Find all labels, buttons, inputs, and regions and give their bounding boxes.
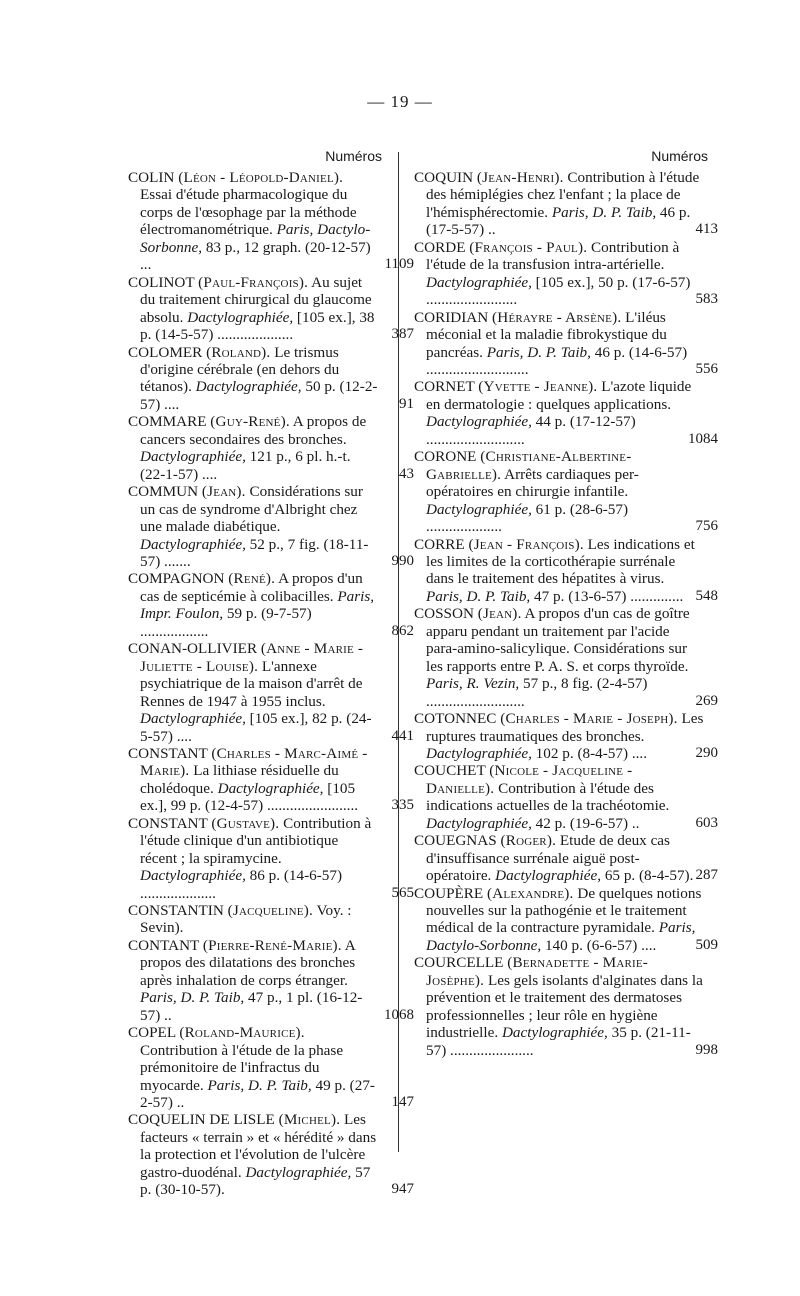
thesis-title: Contribution à l'étude de la transfusion intra-artérielle.: [426, 238, 680, 274]
author-surname: COUCHET: [414, 762, 486, 780]
entry-number: 290: [695, 744, 718, 761]
publication-details: [105 ex.], 38 p. (14-5-57) ....................: [140, 308, 375, 344]
publication-details: [105 ex.], 99 p. (12-4-57) ........................: [140, 779, 359, 815]
thesis-title: L'azote liquide en dermatologie : quelques applications.: [426, 378, 692, 413]
publication-details: 102 p. (8-4-57) ....: [535, 744, 648, 762]
numeros-header: Numéros: [325, 148, 382, 164]
thesis-entry: [128, 169, 414, 274]
thesis-entry: [414, 308, 718, 379]
thesis-title: A propos d'un cas de goître apparu pendant un traitement par l'acide para-amino-salicylique. Considérations sur les rapports entre P. A. S. et corps thyroïde.: [426, 605, 690, 675]
author-surname: CONSTANTIN: [128, 902, 224, 920]
author-surname: COTONNEC: [414, 710, 497, 728]
publisher: Dactylographiée,: [140, 448, 246, 466]
author-given-names: (Léon - Léopold-Daniel).: [178, 169, 344, 186]
author-given-names: (Michel).: [278, 1111, 341, 1129]
thesis-entry: [128, 343, 414, 414]
author-surname: CORNET: [414, 378, 475, 396]
author-surname: CONTANT: [128, 936, 200, 954]
thesis-entry: [414, 884, 718, 955]
thesis-entry: [128, 570, 414, 640]
column-divider: [398, 152, 399, 1152]
thesis-entry: [128, 814, 414, 902]
publisher: Dactylographiée,: [426, 814, 532, 832]
author-surname: CORONE: [414, 448, 477, 466]
entry-number: 43: [399, 465, 414, 482]
publisher: Dactylographiée,: [140, 535, 246, 553]
thesis-entry: [128, 936, 414, 1024]
author-surname: CORDE: [414, 238, 466, 256]
thesis-entry: [414, 535, 718, 606]
publication-details: 46 p. (14-6-57) ...........................: [426, 343, 688, 378]
publication-details: 49 p. (27-2-57) ..: [140, 1076, 375, 1112]
publisher: Dactylographiée,: [217, 779, 324, 797]
author-given-names: (Roland).: [206, 343, 271, 361]
thesis-title: Les facteurs « terrain » et « hérédité » dans la protection et l'évolution de l'ulcère gastro-duodénal.: [140, 1111, 377, 1181]
entries-list: [128, 169, 414, 1199]
publisher: Dactylographiée,: [501, 1024, 608, 1042]
thesis-title: Voy. : Sevin).: [140, 902, 352, 937]
publication-details: [105 ex.], 50 p. (17-6-57) ........................: [426, 273, 691, 309]
publisher: Dactylographiée,: [495, 867, 602, 885]
thesis-entry: [414, 605, 718, 710]
author-given-names: (Anne - Marie - Juliette - Louise).: [140, 640, 364, 675]
thesis-entry: [128, 640, 414, 745]
publication-details: 35 p. (21-11-57) ......................: [426, 1024, 691, 1059]
author-surname: COLOMER: [128, 343, 203, 361]
publisher: Dactylographiée,: [195, 378, 302, 396]
author-surname: COMMARE: [128, 413, 207, 431]
publication-details: 83 p., 12 graph. (20-12-57) ...: [140, 238, 371, 274]
author-given-names: (Gustave).: [211, 814, 280, 832]
thesis-title: Les ruptures traumatiques des bronches.: [426, 710, 704, 745]
thesis-entry: [414, 710, 718, 762]
publication-details: 57 p., 8 fig. (2-4-57) ..........................: [426, 675, 648, 710]
publisher: Dactylographiée,: [187, 308, 294, 326]
thesis-entry: [414, 832, 718, 885]
author-given-names: (Charles - Marc-Aimé - Marie).: [140, 744, 368, 780]
entry-number: 548: [695, 587, 718, 604]
publisher: Paris, D. P. Taib,: [140, 989, 245, 1007]
thesis-entry: [128, 413, 414, 483]
author-surname: COMMUN: [128, 483, 199, 501]
entry-number: 441: [391, 727, 414, 744]
author-surname: COUEGNAS: [414, 832, 497, 850]
publisher: Paris, D. P. Taib,: [207, 1076, 312, 1094]
publisher: Dactylographiée,: [426, 413, 532, 431]
author-given-names: (Nicole - Jacqueline - Danielle).: [426, 762, 633, 797]
author-surname: COMPAGNON: [128, 570, 225, 588]
entry-number: 1109: [384, 256, 414, 273]
entry-number: 509: [695, 936, 718, 953]
entry-number: 756: [695, 518, 718, 535]
entries-list: [414, 169, 718, 1059]
entry-number: 862: [391, 622, 414, 639]
entry-number: 603: [695, 814, 718, 831]
entry-number: 947: [391, 1181, 414, 1198]
publication-details: 61 p. (28-6-57) ....................: [426, 500, 629, 536]
thesis-title: L'iléus méconial et la maladie fibrokystique du pancréas.: [426, 308, 667, 361]
publisher: Paris, D. P. Taib,: [486, 343, 591, 361]
publisher: Paris, D. P. Taib,: [426, 587, 531, 605]
entry-number: 335: [391, 797, 414, 814]
thesis-entry: [128, 1024, 414, 1112]
entry-number: 1068: [384, 1006, 414, 1023]
publication-details: 47 p. (13-6-57) ..............: [534, 587, 684, 605]
author-given-names: (Jean - François).: [468, 535, 584, 553]
thesis-entry: [128, 1111, 414, 1199]
thesis-entry: [414, 169, 718, 239]
publisher: Dactylographiée,: [426, 744, 532, 762]
entry-number: 565: [391, 884, 414, 901]
author-surname: COLINOT: [128, 273, 195, 291]
entry-number: 269: [695, 692, 718, 709]
entry-number: 287: [695, 867, 718, 884]
page-number: — 19 —: [367, 92, 433, 111]
author-given-names: (Christiane-Albertine-Gabrielle).: [426, 448, 632, 483]
author-surname: COPEL: [128, 1024, 176, 1042]
publisher: Dactylographiée,: [140, 867, 246, 885]
author-given-names: (Jean-Henri).: [476, 169, 564, 186]
author-given-names: (Roger).: [500, 832, 557, 850]
thesis-entry: [414, 762, 718, 832]
thesis-title: Le trismus d'origine cérébrale (en dehors du tétanos).: [140, 343, 340, 396]
author-surname: CORIDIAN: [414, 308, 489, 326]
publisher: Dactylographiée,: [426, 273, 532, 291]
thesis-title: Contribution à l'étude des indications actuelles de la trachéotomie.: [426, 779, 670, 815]
entry-number: 387: [391, 326, 414, 343]
numeros-header: Numéros: [651, 148, 708, 164]
publisher: Dactylographiée,: [140, 710, 246, 728]
publication-details: 121 p., 6 pl. h.-t. (22-1-57) ....: [140, 448, 351, 483]
publisher: Paris, Impr. Foulon,: [140, 587, 375, 623]
author-given-names: (Pierre-René-Marie).: [202, 936, 342, 954]
publisher: Paris, Dactylo-Sorbonne,: [426, 919, 696, 954]
publication-details: 57 p. (30-10-57).: [140, 1163, 371, 1199]
publication-details: 86 p. (14-6-57) ....................: [140, 867, 343, 902]
thesis-entry: [414, 238, 718, 309]
author-surname: COUPÈRE: [414, 884, 484, 902]
left-column: [128, 148, 414, 1199]
thesis-title: L'annexe psychiatrique de la maison d'arrêt de Rennes de 1947 à 1955 inclus.: [140, 657, 363, 710]
publication-details: 47 p., 1 pl. (16-12-57) ..: [140, 989, 363, 1024]
author-given-names: (Roland-Maurice).: [179, 1024, 305, 1042]
entry-number: 990: [391, 552, 414, 569]
author-given-names: (Yvette - Jeanne).: [478, 378, 598, 396]
publication-details: 44 p. (17-12-57) ..........................: [426, 413, 636, 448]
author-given-names: (Alexandre).: [487, 884, 574, 902]
thesis-title: Contribution à l'étude clinique d'un antibiotique récent ; la spiramycine.: [140, 814, 372, 867]
author-given-names: (Bernadette - Marie-Josèphe).: [426, 954, 649, 989]
thesis-title: La lithiase résiduelle du cholédoque.: [140, 762, 339, 797]
thesis-title: A propos d'un cas de septicémie à colibacilles.: [140, 570, 363, 605]
publication-details: 59 p. (9-7-57) ..................: [140, 605, 312, 640]
publication-details: 42 p. (19-6-57) ..: [535, 814, 640, 832]
thesis-title: Considérations sur un cas de syndrome d'Albright chez une malade diabétique.: [140, 483, 363, 536]
entry-number: 583: [695, 291, 718, 308]
thesis-entry: [128, 483, 414, 570]
author-given-names: (Guy-René).: [210, 413, 290, 431]
author-surname: COQUIN: [414, 169, 474, 186]
author-given-names: (Jean).: [201, 483, 246, 501]
author-given-names: (Jacqueline).: [227, 902, 313, 920]
thesis-title: A propos des dilatations des bronches après inhalation de corps étranger.: [140, 936, 356, 989]
thesis-title: De quelques notions nouvelles sur la pathogénie et le traitement médical de la contracture pyramidale.: [426, 884, 702, 937]
entry-number: 556: [695, 360, 718, 377]
author-surname: COURCELLE: [414, 954, 504, 972]
publisher: Paris, Dactylo-Sorbonne,: [140, 221, 371, 256]
publisher: Paris, R. Vezin,: [426, 675, 520, 693]
entry-number: 998: [695, 1041, 718, 1058]
publication-details: 140 p. (6-6-57) ....: [544, 936, 657, 954]
author-surname: COLIN: [128, 169, 175, 186]
thesis-entry: [128, 744, 414, 815]
author-surname: CONSTANT: [128, 744, 208, 762]
publication-details: 52 p., 7 fig. (18-11-57) .......: [140, 535, 369, 570]
author-given-names: (Hérayre - Arsène).: [492, 308, 622, 326]
publication-details: 46 p. (17-5-57) ..: [426, 203, 691, 239]
thesis-entry: [128, 902, 382, 937]
author-surname: COSSON: [414, 605, 474, 623]
publication-details: 65 p. (8-4-57).: [604, 867, 694, 885]
entry-number: 91: [399, 395, 414, 412]
thesis-entry: [128, 273, 414, 344]
thesis-title: Les indications et les limites de la corticothérapie surrénale dans le traitement des hépatites à virus.: [426, 535, 695, 588]
entry-number: 1084: [688, 430, 718, 447]
thesis-title: Arrêts cardiaques per-opératoires en chirurgie infantile.: [426, 465, 639, 501]
author-given-names: (François - Paul).: [469, 238, 588, 256]
entry-number: 147: [391, 1094, 414, 1111]
thesis-title: Contribution à l'étude de la phase prémonitoire de l'infractus du myocarde.: [140, 1041, 344, 1094]
thesis-entry: [414, 954, 718, 1059]
thesis-title: Essai d'étude pharmacologique du corps de l'œsophage par la méthode électromanométrique.: [140, 186, 357, 239]
author-surname: COQUELIN DE LISLE: [128, 1111, 275, 1129]
thesis-title: Etude de deux cas d'insuffisance surrénale aiguë post-opératoire.: [426, 832, 670, 885]
thesis-title: Contribution à l'étude des hémiplégies chez l'enfant ; la place de l'hémisphérectomie.: [426, 169, 700, 221]
author-surname: CORRE: [414, 535, 465, 553]
publisher: Dactylographiée,: [245, 1163, 352, 1181]
publisher: Paris, D. P. Taib,: [551, 203, 657, 221]
thesis-title: A propos de cancers secondaires des bronches.: [140, 413, 367, 448]
thesis-entry: [414, 448, 718, 536]
thesis-title: Au sujet du traitement chirurgical du glaucome absolu.: [140, 273, 372, 326]
author-given-names: (René).: [228, 570, 276, 588]
thesis-title: Les gels isolants d'alginates dans la prévention et le traitement des dermatoses professionnelles ; leur rôle en hygiène industrielle.: [426, 971, 703, 1042]
thesis-entry: [414, 378, 718, 448]
author-surname: CONSTANT: [128, 814, 208, 832]
author-given-names: (Paul-François).: [198, 273, 309, 291]
entry-number: 413: [695, 221, 718, 238]
publisher: Dactylographiée,: [426, 500, 532, 518]
author-given-names: (Jean).: [477, 605, 522, 623]
publication-details: 50 p. (12-2-57) ....: [140, 378, 378, 413]
right-column: [414, 148, 718, 1059]
author-given-names: (Charles - Marie - Joseph).: [500, 710, 678, 728]
author-surname: CONAN-OLLIVIER: [128, 640, 258, 658]
publication-details: [105 ex.], 82 p. (24-5-57) ....: [140, 710, 372, 745]
